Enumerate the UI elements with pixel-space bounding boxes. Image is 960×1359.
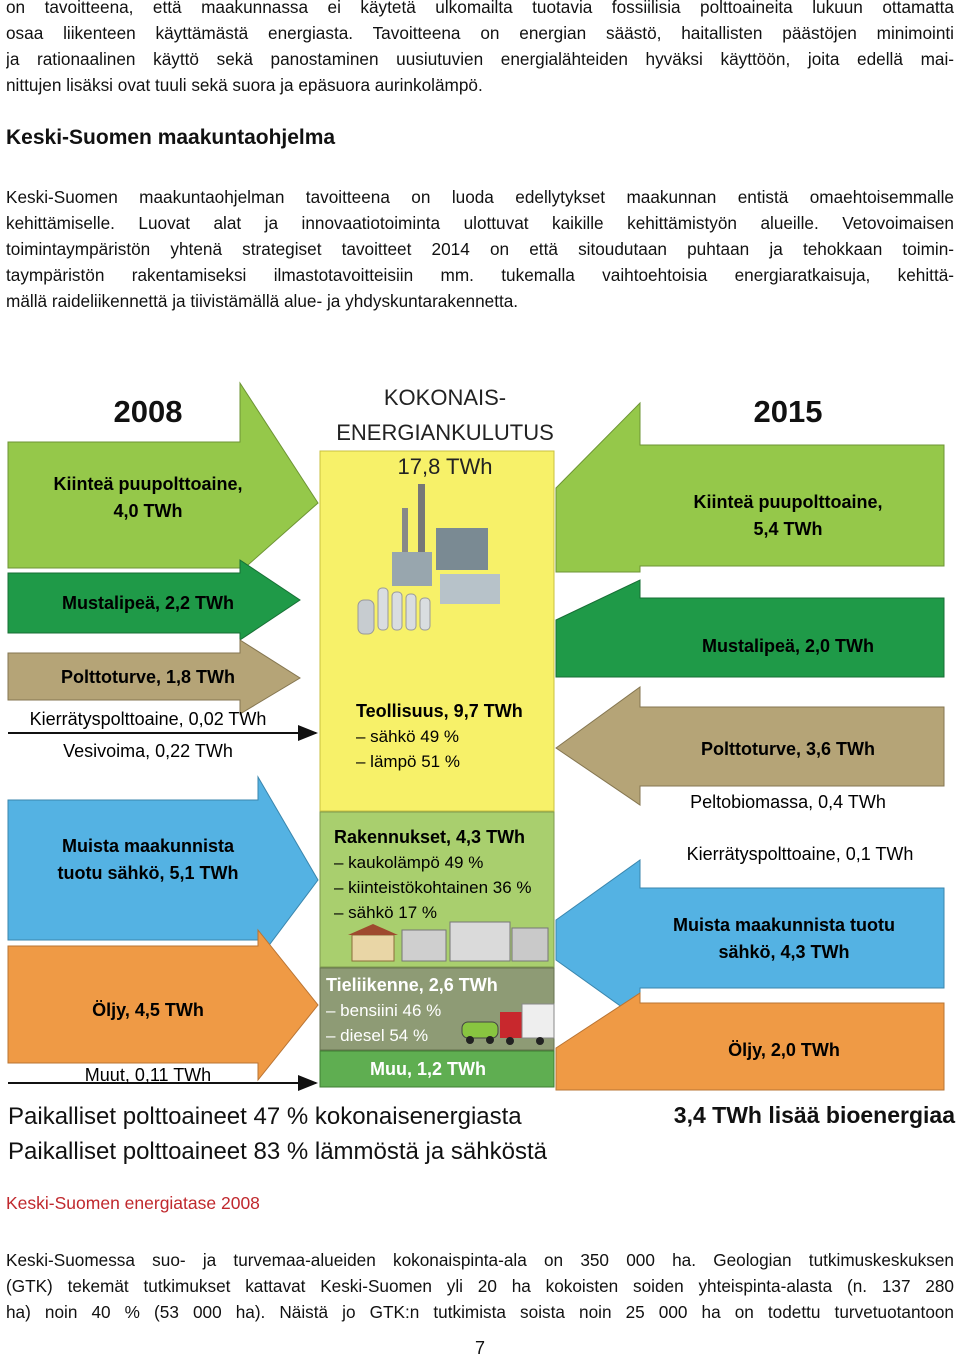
year-2015: 2015	[753, 394, 823, 429]
section-line: kehittämiselle. Luovat alat ja innovaatiotoiminta ulottuvat kaikille kehittämistyön alueille. Vetovoimaisen	[6, 213, 954, 233]
industry-electricity: – sähkö 49 %	[356, 727, 460, 746]
intro-line: nittujen lisäksi ovat tuuli sekä suora ja epäsuora aurinkolämpö.	[6, 75, 483, 95]
section-line: toimintaympäristön yhtenä strategiset tavoitteet 2014 on että sitoudutaan puhtaan ja tehokkaan toimin-	[6, 239, 954, 259]
right-wood-label-2: 5,4 TWh	[753, 519, 823, 539]
buildings-label: Rakennukset, 4,3 TWh	[334, 827, 526, 847]
bottom-left-line2: Paikalliset polttoaineet 83 % lämmöstä ja sähköstä	[8, 1138, 547, 1165]
left-electricity-label-2: tuotu sähkö, 5,1 TWh	[57, 863, 239, 883]
road-traffic-diesel: – diesel 54 %	[326, 1026, 429, 1045]
right-black-liquor-arrow	[556, 580, 944, 677]
left-electricity-label-1: Muista maakunnista	[61, 836, 235, 856]
industry-label: Teollisuus, 9,7 TWh	[356, 701, 523, 721]
left-wood-label-2: 4,0 TWh	[113, 501, 183, 521]
center-title-line1: KOKONAIS-	[383, 385, 507, 410]
left-other-label: Muut, 0,11 TWh	[84, 1065, 212, 1085]
right-oil-label: Öljy, 2,0 TWh	[728, 1040, 840, 1060]
industry-heat: – lämpö 51 %	[356, 752, 460, 771]
road-traffic-petrol: – bensiini 46 %	[326, 1001, 442, 1020]
right-electricity-arrow	[556, 860, 944, 1020]
center-title-line3: 17,8 TWh	[397, 454, 493, 479]
right-peat-label: Polttoturve, 3,6 TWh	[700, 739, 876, 759]
section-heading: Keski-Suomen maakuntaohjelma	[6, 126, 336, 149]
section-line: taympäristön rakentamiseksi ilmastotavoitteisiin mm. tukemalla vaihtoehtoisia energiaratkaisuja, kehittä-	[6, 265, 954, 285]
intro-line: osaa liikenteen käyttämästä energiasta. Tavoitteena on energian säästö, haitallisten päästöjen minimointi	[6, 23, 954, 43]
left-hydro-label: Vesivoima, 0,22 TWh	[63, 741, 233, 761]
bottom-left-line1: Paikalliset polttoaineet 47 % kokonaisenergiasta	[8, 1103, 522, 1130]
right-field-biomass-label: Peltobiomassa, 0,4 TWh	[690, 792, 886, 812]
right-black-liquor-label: Mustalipeä, 2,0 TWh	[701, 636, 875, 656]
footer-line: Keski-Suomessa suo- ja turvemaa-alueiden kokonaispinta-ala on 350 000 ha. Geologian tutkimuskeskuksen	[6, 1250, 954, 1270]
left-black-liquor-label: Mustalipeä, 2,2 TWh	[61, 593, 235, 613]
footer-line: ha) noin 40 % (53 000 ha). Näistä jo GTK:n tutkimista soista noin 25 000 ha on todettu turvetuotantoon	[6, 1302, 954, 1322]
buildings-local-heat: – kiinteistökohtainen 36 %	[334, 878, 532, 897]
road-traffic-label: Tieliikenne, 2,6 TWh	[326, 975, 498, 995]
left-wood-label-1: Kiinteä puupolttoaine,	[53, 474, 243, 494]
right-wood-label-1: Kiinteä puupolttoaine,	[693, 492, 883, 512]
other-use-label: Muu, 1,2 TWh	[370, 1059, 486, 1079]
figure-caption: Keski-Suomen energiatase 2008	[6, 1193, 260, 1213]
left-oil-label: Öljy, 4,5 TWh	[92, 1000, 204, 1020]
left-recycled-label: Kierrätyspolttoaine, 0,02 TWh	[29, 709, 267, 729]
footer-paragraph	[6, 1247, 954, 1325]
right-electricity-label-1: Muista maakunnista tuotu	[672, 915, 896, 935]
right-solid-wood-arrow	[556, 403, 944, 572]
section-line: mällä raideliikennettä ja tiivistämällä alue- ja yhdyskuntarakennetta.	[6, 291, 519, 311]
right-electricity-label-2: sähkö, 4,3 TWh	[718, 942, 850, 962]
left-peat-label: Polttoturve, 1,8 TWh	[60, 667, 236, 687]
intro-line: on tavoitteena, että maakunnassa ei käytetä ulkomailta tuotavia fossiilisia polttoaineita lukuun ottamatta	[6, 0, 954, 17]
right-recycled-label: Kierrätyspolttoaine, 0,1 TWh	[686, 844, 914, 864]
buildings-electricity: – sähkö 17 %	[334, 903, 438, 922]
page-number: 7	[474, 1338, 485, 1358]
bottom-right-line: 3,4 TWh lisää bioenergiaa	[673, 1102, 955, 1128]
center-title-line2: ENERGIANKULUTUS	[336, 420, 554, 445]
section-line: Keski-Suomen maakuntaohjelman tavoitteena on luoda edellytykset maakunnan entistä omaehtoisemmalle	[6, 187, 954, 207]
footer-line: (GTK) tekemät tutkimukset kattavat Keski-Suomen yli 20 ha kokoisten soiden yhteispinta-alasta (n. 137 280	[6, 1276, 954, 1296]
year-2008: 2008	[113, 394, 183, 429]
buildings-district-heat: – kaukolämpö 49 %	[334, 853, 484, 872]
intro-line: ja rationaalinen käyttö sekä panostaminen uusiutuvien energialähteiden hyväksi käyttöön, joita edellä mai-	[6, 49, 954, 69]
